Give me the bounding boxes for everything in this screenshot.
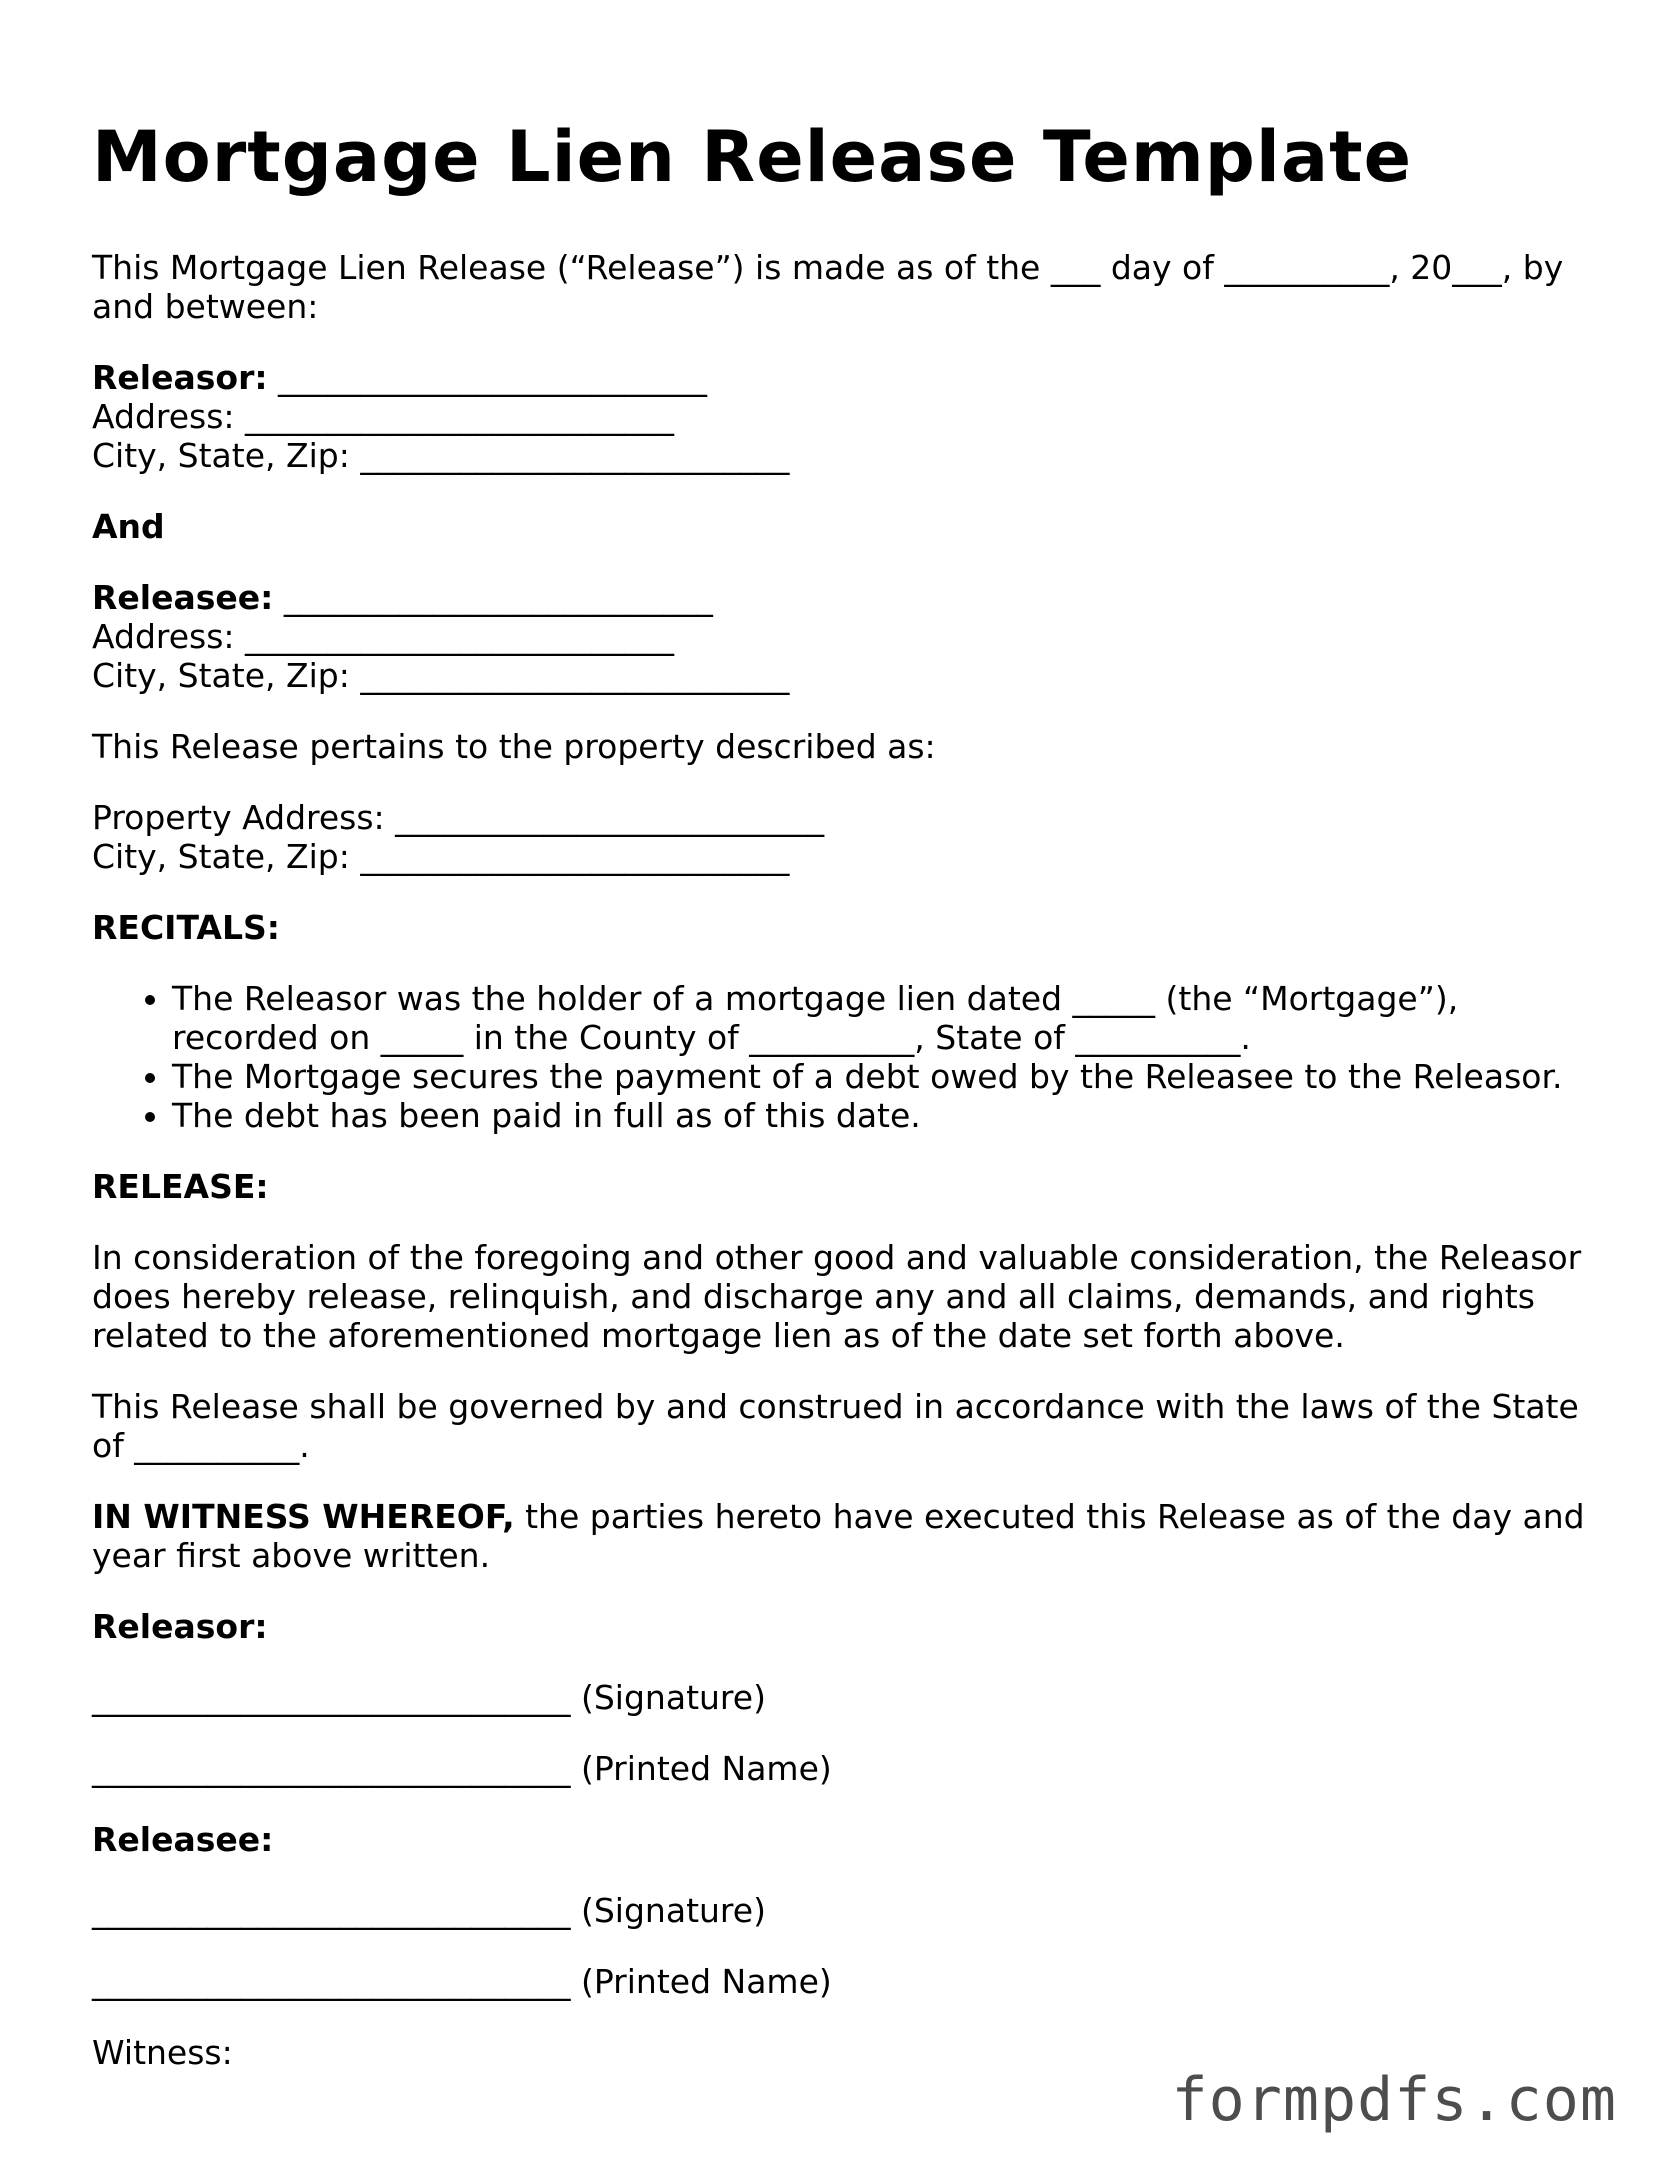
recital-item [172, 1057, 1592, 1096]
property-block [92, 798, 1592, 876]
property-city-state-zip: City, State, Zip: __________________________ [92, 837, 790, 876]
recital-1-line-1: • The Releasor was the holder of a mortgage lien dated _____ (the “Mortgage”), [172, 979, 1459, 1018]
release-paragraph-2 [92, 1387, 1592, 1465]
release-para2-line-2: of __________. [92, 1426, 310, 1465]
release-para1-line-1: In consideration of the foregoing and other good and valuable consideration, the Releasor [92, 1238, 1582, 1277]
printed-name-blank: _____________________________ [92, 1749, 571, 1788]
release-heading: RELEASE: [92, 1167, 269, 1206]
release-para2-line-1: This Release shall be governed by and construed in accordance with the laws of the State [92, 1387, 1579, 1426]
printed-name-caption: (Printed Name) [570, 1749, 832, 1788]
releasee-block [92, 578, 1592, 695]
signature-blank: _____________________________ [92, 1891, 571, 1930]
intro-paragraph [92, 248, 1592, 326]
releasee-name-line [92, 578, 1592, 617]
watermark-logo: formpdfs.com [1171, 2065, 1617, 2135]
recitals-heading: RECITALS: [92, 908, 280, 947]
recital-2-text: The Mortgage secures the payment of a debt owed by the Releasee to the Releasor. [172, 1057, 1563, 1096]
witness-clause-rest: the parties hereto have executed this Release as of the day and [514, 1497, 1585, 1536]
signature-caption: (Signature) [570, 1891, 766, 1930]
releasor-block [92, 358, 1592, 475]
releasee-printed-name-line [92, 1962, 1592, 2001]
release-para1-line-2: does hereby release, relinquish, and discharge any and all claims, demands, and rights [92, 1277, 1535, 1316]
releasor-label: Releasor: [92, 358, 268, 397]
release-paragraph-1 [92, 1238, 1592, 1355]
releasor-address: Address: __________________________ [92, 397, 675, 436]
witness-clause-line-1 [92, 1497, 1592, 1536]
and-label: And [92, 507, 165, 546]
signature-caption: (Signature) [570, 1678, 766, 1717]
witness-clause-line-2: year first above written. [92, 1536, 491, 1575]
intro-line-1: This Mortgage Lien Release (“Release”) is made as of the ___ day of __________, 20___, by [92, 248, 1564, 287]
property-address: Property Address: __________________________ [92, 798, 825, 837]
releasor-printed-name-line [92, 1749, 1592, 1788]
releasee-label: Releasee: [92, 578, 274, 617]
document-page [92, 112, 1592, 2104]
intro-line-2: and between: [92, 287, 319, 326]
releasee-address: Address: __________________________ [92, 617, 675, 656]
recital-3-text: The debt has been paid in full as of this date. [172, 1096, 921, 1135]
witness-clause [92, 1497, 1592, 1575]
witness-clause-bold: IN WITNESS WHEREOF, [92, 1497, 515, 1536]
releasor-signature-label: Releasor: [92, 1607, 268, 1646]
releasee-city-state-zip: City, State, Zip: __________________________ [92, 656, 790, 695]
signature-blank: _____________________________ [92, 1678, 571, 1717]
releasor-city-state-zip: City, State, Zip: __________________________ [92, 436, 790, 475]
releasor-name-blank: __________________________ [267, 358, 708, 397]
recital-item [172, 979, 1592, 1057]
recitals-list [92, 979, 1592, 1135]
recital-item [172, 1096, 1592, 1135]
releasee-name-blank: __________________________ [273, 578, 713, 617]
releasee-signature-label: Releasee: [92, 1820, 274, 1859]
witness-label: Witness: [92, 2033, 233, 2072]
document-title: Mortgage Lien Release Template [92, 116, 1413, 198]
releasee-signature-line [92, 1891, 1592, 1930]
releasor-name-line [92, 358, 1592, 397]
release-para1-line-3: related to the aforementioned mortgage lien as of the date set forth above. [92, 1316, 1345, 1355]
property-intro: This Release pertains to the property described as: [92, 727, 936, 766]
recital-1-line-2: recorded on _____ in the County of __________, State of __________. [172, 1018, 1251, 1057]
printed-name-blank: _____________________________ [92, 1962, 571, 2001]
releasor-signature-line [92, 1678, 1592, 1717]
printed-name-caption: (Printed Name) [570, 1962, 832, 2001]
